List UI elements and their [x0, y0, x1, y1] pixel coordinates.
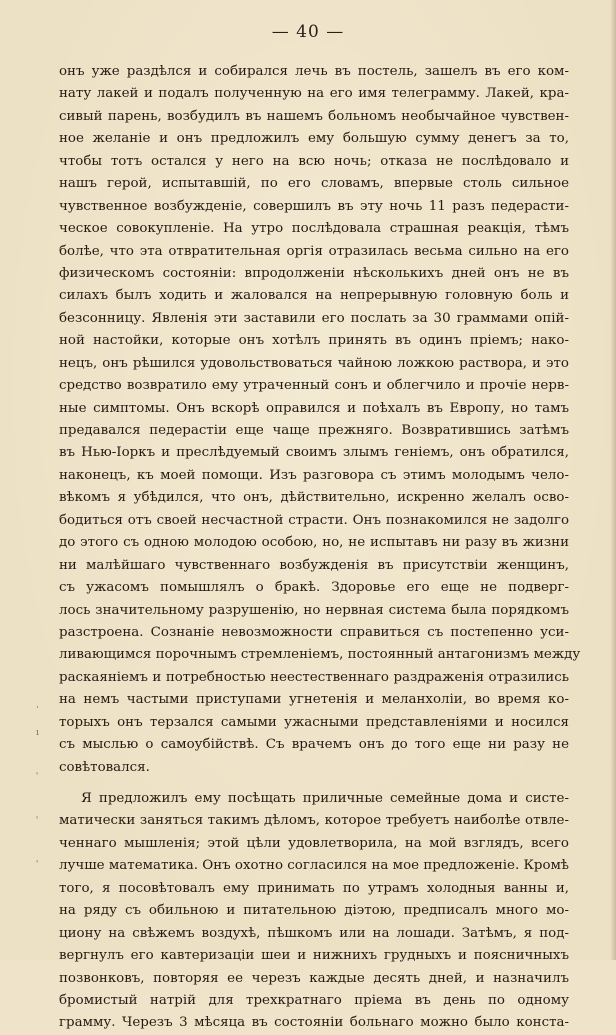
text-line: онъ уже раздѣлся и собирался лечь въ постель, зашелъ въ его ком- [59, 64, 569, 79]
text-line: въ Нью-Іоркъ и преслѣдуемый своимъ злымъ геніемъ, онъ обратился, [59, 445, 569, 461]
text-line: ные симптомы. Онъ вскорѣ оправился и поѣхалъ въ Европу, но тамъ [59, 400, 569, 416]
paragraph-1 [59, 61, 581, 779]
pencil-mark: ı [36, 728, 39, 738]
page-number: — 40 — [271, 22, 345, 42]
text-line: совѣтовался. [59, 759, 150, 775]
text-line: чтобы тотъ остался у него на всю ночь; отказа не послѣдовало и [59, 153, 569, 169]
text-line: безсонницу. Явленія эти заставили его послать за 30 граммами опій- [59, 310, 569, 326]
text-line: нату лакей и подалъ полученную на его имя телеграмму. Лакей, кра- [59, 86, 569, 102]
body-text [59, 61, 581, 1035]
text-line: раскаяніемъ и потребностью неестественнаго раздраженія отразились [59, 669, 569, 685]
text-line: болѣе, что эта отвратительная оргія отразилась весьма сильно на его [59, 243, 569, 259]
text-line: ное желаніе и онъ предложилъ ему большую сумму денегъ за то, [59, 131, 569, 147]
text-line: на немъ частыми приступами угнетенія и меланхоліи, во время ко- [59, 692, 569, 708]
text-line: матически заняться такимъ дѣломъ, которое требуетъ наиболѣе отвле- [59, 813, 569, 829]
text-line: вѣкомъ я убѣдился, что онъ, дѣйствительно, искренно желалъ осво- [59, 490, 569, 506]
text-line: циону на свѣжемъ воздухѣ, пѣшкомъ или на лошади. Затѣмъ, я под- [59, 925, 569, 941]
text-line: ни малѣйшаго чувственнаго возбужденія въ присутствіи женщинъ, [59, 557, 569, 573]
text-line: физическомъ состояніи: впродолженіи нѣсколькихъ дней онъ не въ [59, 265, 569, 281]
text-line: сивый парень, возбудилъ въ нашемъ больномъ необычайное чувствен- [59, 108, 569, 124]
text-line: лось значительному разрушенію, но нервная система была порядкомъ [59, 602, 569, 618]
text-line: ченнаго мышленія; этой цѣли удовлетворила, на мой взглядъ, всего [59, 835, 569, 851]
text-line: торыхъ онъ терзался самыми ужасными представленіями и носился [59, 714, 569, 730]
text-line: бромистый натрій для трехкратнаго пріема въ день по одному [59, 992, 569, 1008]
text-line: нецъ, онъ рѣшился удовольствоваться чайною ложкою раствора, и это [59, 355, 569, 371]
text-line: лучше математика. Онъ охотно согласился на мое предложеніе. Кромѣ [59, 858, 569, 874]
paragraph-2 [59, 788, 569, 1035]
text-line: Я предложилъ ему посѣщать приличные семейные дома и систе- [81, 791, 569, 806]
text-line: средство возвратило ему утраченный сонъ и облегчило и прочіе нерв- [59, 378, 569, 394]
text-line: разстроена. Сознаніе невозможности справиться съ постепенно уси- [59, 624, 569, 640]
text-line: съ мыслью о самоубійствѣ. Съ врачемъ онъ до того еще ни разу не [59, 737, 569, 753]
text-line: ной настойки, которые онъ хотѣлъ принять въ одинъ пріемъ; нако- [59, 333, 569, 349]
text-line: того, я посовѣтовалъ ему принимать по утрамъ холодныя ванны и, [59, 880, 569, 896]
margin-pencil-marks [36, 706, 60, 926]
text-line: вергнулъ его кавтеризаціи шеи и нижнихъ грудныхъ и поясничныхъ [59, 948, 569, 964]
text-line: позвонковъ, повторяя ее черезъ каждые десять дней, и назначилъ [59, 970, 569, 986]
text-line: предавался педерастіи еще чаще прежняго. Возвратившись затѣмъ [59, 423, 569, 438]
text-line: нашъ герой, испытавшій, по его словамъ, впервые столь сильное [59, 176, 569, 192]
text-line: грамму. Черезъ 3 мѣсяца въ состояніи больнаго можно было конста- [59, 1015, 569, 1031]
text-line: съ ужасомъ помышлялъ о бракѣ. Здоровье его еще не подверг- [59, 580, 569, 596]
pencil-mark: ʾ [36, 860, 39, 870]
text-line: ливающимся порочнымъ стремленіемъ, постоянный антагонизмъ между [59, 647, 581, 663]
pencil-mark: ʿ [36, 816, 39, 826]
text-line: до этого съ одною молодою особою, но, не испытавъ ни разу въ жизни [59, 535, 569, 551]
text-line: на ряду съ обильною и питательною діэтою, предписалъ много мо- [59, 903, 569, 919]
text-line: чувственное возбужденіе, совершилъ въ эту ночь 11 разъ педерасти- [59, 198, 569, 214]
text-line: ческое совокупленіе. На утро послѣдовала страшная реакція, тѣмъ [59, 221, 569, 237]
text-line: силахъ былъ ходить и жаловался на непрерывную головную боль и [59, 288, 569, 304]
pencil-mark: ʿ [36, 772, 39, 782]
text-line: бодиться отъ своей несчастной страсти. Онъ познакомился не задолго [59, 512, 569, 528]
pencil-mark: ˈ [36, 706, 39, 716]
text-line: наконецъ, къ моей помощи. Изъ разговора съ этимъ молодымъ чело- [59, 467, 569, 483]
